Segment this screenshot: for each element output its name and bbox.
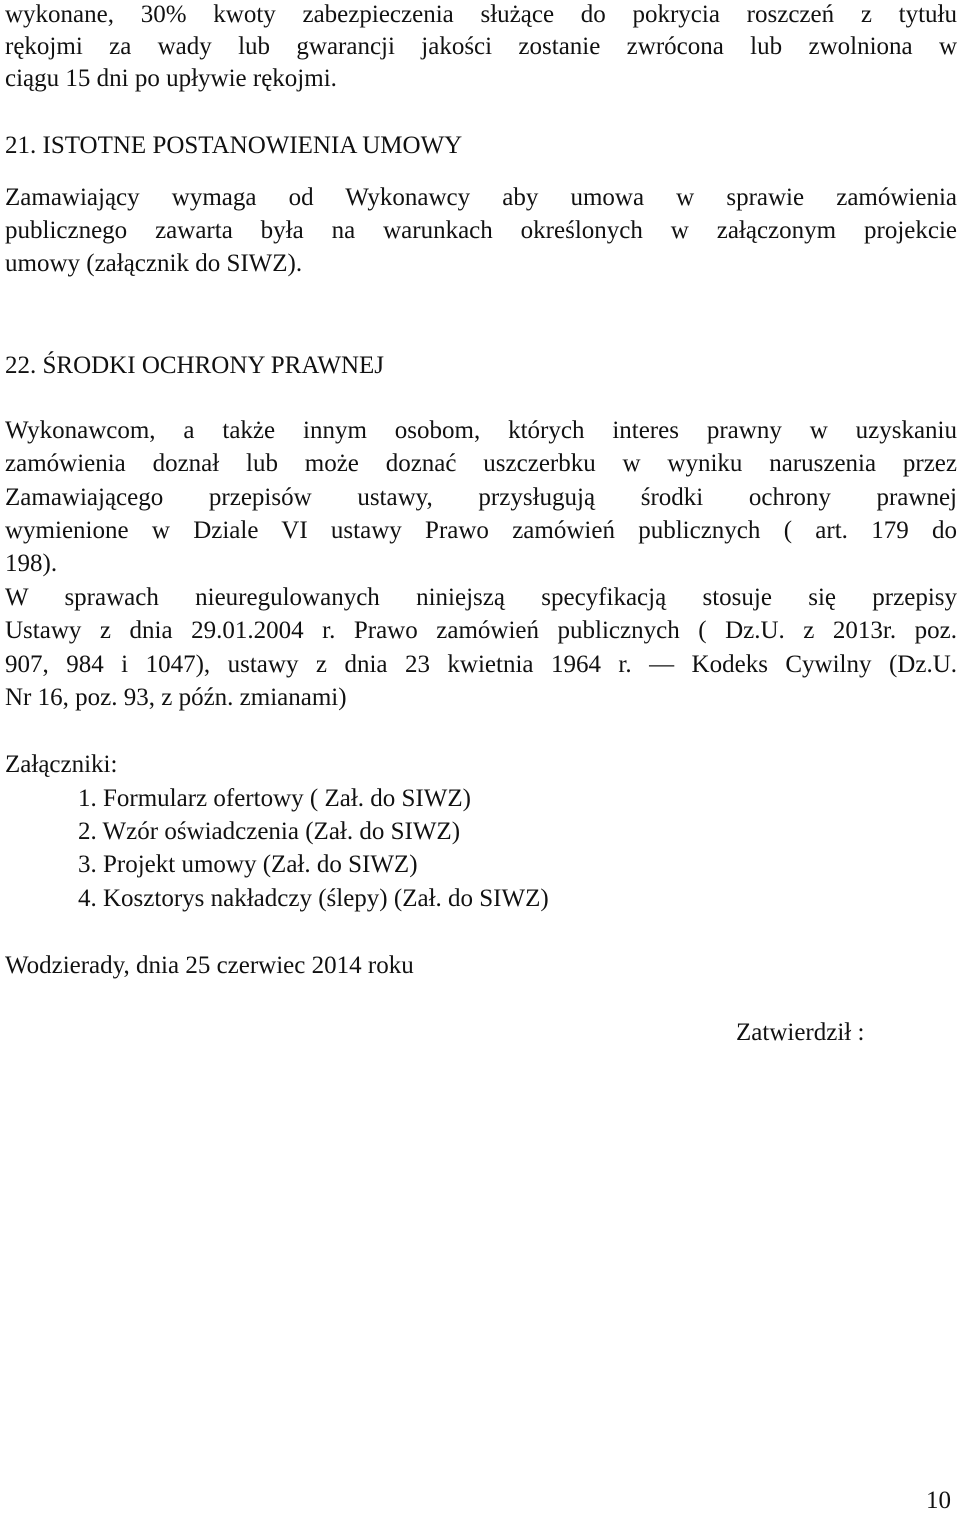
attachment-item-2: 2. Wzór oświadczenia (Zał. do SIWZ) [78,818,461,845]
section-21-heading: 21. ISTOTNE POSTANOWIENIA UMOWY [5,132,463,159]
attachment-item-1: 1. Formularz ofertowy ( Zał. do SIWZ) [78,785,471,812]
approved-label: Zatwierdził : [736,1019,865,1046]
section-22-para2-line-1: W sprawach nieuregulowanych niniejszą specyfikacją stosuje się przepisy [5,584,957,611]
section-22-para1-line-4: wymienione w Dziale VI ustawy Prawo zamówień publicznych ( art. 179 do [5,517,957,544]
section-22-para1-line-3: Zamawiającego przepisów ustawy, przysługują środki ochrony prawnej [5,484,957,511]
section-22-para2-line-4: Nr 16, poz. 93, z późn. zmianami) [5,684,347,711]
section-20-line-1: wykonane, 30% kwoty zabezpieczenia służące do pokrycia roszczeń z tytułu [5,1,957,28]
section-21-line-3: umowy (załącznik do SIWZ). [5,250,303,277]
section-22-para1-line-5: 198). [5,550,58,577]
section-22-para2-line-3: 907, 984 i 1047), ustawy z dnia 23 kwietnia 1964 r. — Kodeks Cywilny (Dz.U. [5,651,957,678]
section-20-line-3: ciągu 15 dni po upływie rękojmi. [5,65,337,92]
page-number: 10 [926,1487,951,1514]
section-22-para2-line-2: Ustawy z dnia 29.01.2004 r. Prawo zamówień publicznych ( Dz.U. z 2013r. poz. [5,617,957,644]
section-20-line-2: rękojmi za wady lub gwarancji jakości zostanie zwrócona lub zwolniona w [5,33,957,60]
section-22-heading: 22. ŚRODKI OCHRONY PRAWNEJ [5,352,385,379]
section-21-line-1: Zamawiający wymaga od Wykonawcy aby umowa w sprawie zamówienia [5,184,957,211]
section-22-para1-line-1: Wykonawcom, a także innym osobom, których interes prawny w uzyskaniu [5,417,957,444]
attachments-label: Załączniki: [5,751,118,778]
section-21-line-2: publicznego zawarta była na warunkach określonych w załączonym projekcie [5,217,957,244]
attachment-item-3: 3. Projekt umowy (Zał. do SIWZ) [78,851,418,878]
section-22-para1-line-2: zamówienia doznał lub może doznać uszczerbku w wyniku naruszenia przez [5,450,957,477]
place-date: Wodzierady, dnia 25 czerwiec 2014 roku [5,952,414,979]
attachment-item-4: 4. Kosztorys nakładczy (ślepy) (Zał. do SIWZ) [78,885,549,912]
